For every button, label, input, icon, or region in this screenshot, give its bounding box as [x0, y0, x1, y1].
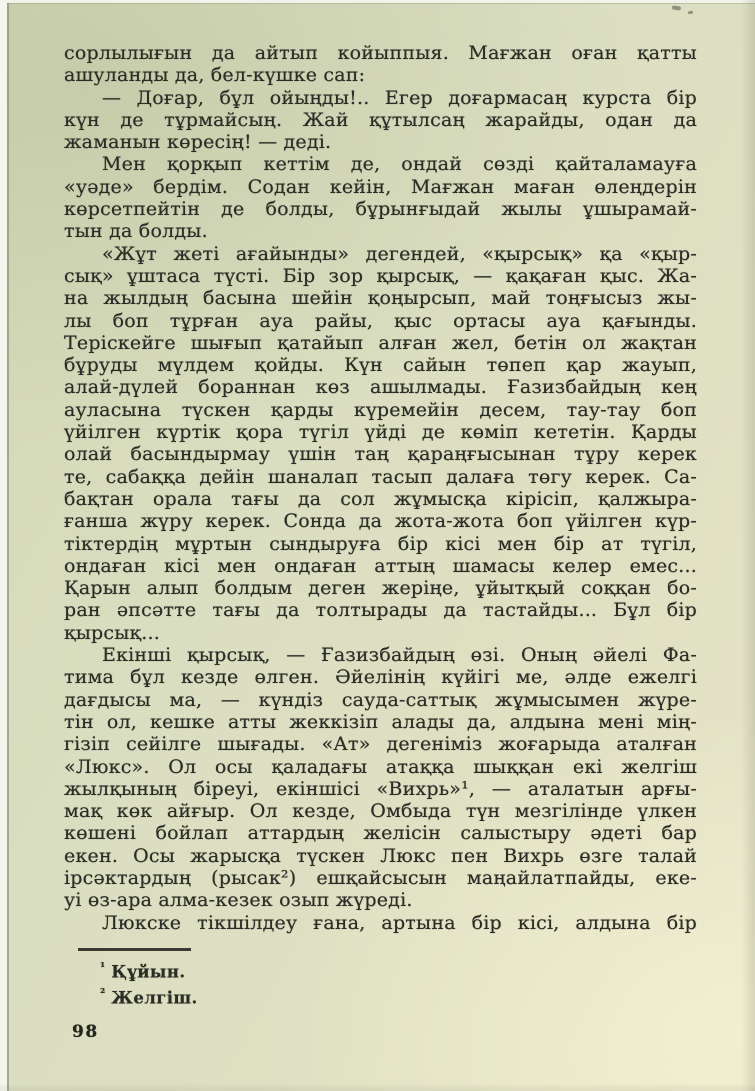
body-text-line: ірсәктардың (рысак²) ешқайсысын маңайлатпайды, еке- [64, 866, 697, 889]
footnote-text: Құйын. [111, 962, 186, 982]
body-text-line: екен. Осы жарысқа түскен Люкс пен Вихрь өзге талай [64, 844, 697, 867]
body-text-line: бұруды мүлдем қойды. Күн сайын төпеп қар жауып, [64, 354, 697, 377]
scan-edge-right [741, 0, 755, 1091]
body-text-line: «Люкс». Ол осы қаладағы атаққа шыққан екі желгіш [64, 755, 697, 778]
body-text-line: сорлылығын да айтып койыппыя. Мағжан оған қатты [64, 42, 697, 64]
body-text-line: ран әпсәтте тағы да толтырады да тастайды... Бұл бір [64, 599, 697, 622]
body-text-line: көшені бойлап аттардың желісін салыстыру әдеті бар [64, 822, 697, 845]
body-text-line: алай-дүлей бораннан көз ашылмады. Ғазизбайдың кең [64, 376, 697, 399]
body-text-line: Екінші қырсық, — Ғазизбайдың өзі. Оның әйелі Фа- [102, 644, 697, 667]
body-text-line: мақ көк айғыр. Ол кезде, Омбыда түн мезгілінде үлкен [64, 800, 697, 823]
body-text-line: күн де тұрмайсың. Жай құтылсаң жарайды, одан да [64, 108, 697, 131]
body-text-line: қырсық... [64, 621, 160, 644]
body-text-line: тін ол, кешке атты жеккізіп алады да, алдына мені мің- [64, 710, 697, 733]
body-text-line: тіктердің мұртын сындыруға бір кісі мен бір ат түгіл, [64, 532, 697, 555]
body-text-line: ашуланды да, бел-күшке сап: [64, 64, 366, 87]
body-text-line: олай басындырмау үшін таң қараңғысынан тұру керек [64, 443, 697, 466]
body-text-line: Теріскейге шығып қатайып алған жел, бетін ол жақтан [64, 331, 697, 354]
body-text-line: үйілген күртік қора түгіл үйді де көміп кететін. Қарды [64, 421, 697, 444]
ink-speck [688, 11, 694, 15]
scan-edge-bottom [0, 1083, 755, 1091]
body-text-line: тын да болды. [64, 220, 208, 243]
footnote-marker: ² [100, 985, 106, 1000]
ink-speck [672, 5, 681, 10]
body-text-line: гізіп сейілге шығады. «Ат» дегеніміз жоғарыда аталған [64, 733, 697, 756]
page-number: 98 [72, 1022, 99, 1042]
body-text-line: Қарын алып болдым деген жеріңе, ұйытқый соққан бо- [64, 577, 697, 600]
body-text-line: — Доғар, бұл ойыңды!.. Егер доғармасаң курста бір [102, 86, 697, 109]
scan-edge-top-line [7, 3, 755, 4]
body-text-line: ондаған кісі мен ондаған аттың шамасы келер емес... [64, 554, 697, 577]
body-text-line: уі өз-ара алма-кезек озып жүреді. [64, 889, 413, 912]
body-text-line: жылқының біреуі, екіншісі «Вихрь»¹, — аталатын арғы- [64, 777, 697, 800]
body-text-line: тима бұл кезде өлген. Әйелінің күйігі ме, әлде ежелгі [64, 666, 697, 689]
body-text-line: те, сабаққа дейін шаналап тасып далаға төгу керек. Са- [64, 465, 697, 488]
scan-edge-left-line [7, 0, 9, 1091]
body-text-line: «Жұт жеті ағайынды» дегендей, «қырсық» қа «қыр- [102, 242, 697, 265]
body-text-line: сық» ұштаса түсті. Бір зор қырсық, — қақаған қыс. Жа- [64, 264, 697, 287]
body-text-line: көрсетпейтін де болды, бұрынғыдай жылы ұшырамай- [64, 198, 697, 221]
body-text-line: дағдысы ма, — күндіз сауда-саттық жұмысымен жүре- [64, 688, 697, 711]
scan-edge-left [0, 0, 7, 1091]
body-text-line: лы боп тұрған ауа райы, қыс ортасы ауа қағынды. [64, 309, 697, 332]
body-text-line: ғанша жүру керек. Сонда да жота-жота боп үйілген күр- [64, 510, 697, 533]
body-text-line: «уәде» бердім. Содан кейін, Мағжан маған өлеңдерін [64, 175, 697, 198]
body-text-line: Люкске тікшілдеу ғана, артына бір кісі, алдына бір [102, 911, 697, 934]
body-text-line: жаманын көресің! — деді. [64, 131, 332, 154]
footnotes [100, 957, 198, 1008]
footnote-marker: ¹ [100, 960, 106, 974]
body-text-line: бақтан орала тағы да сол жұмысқа кірісіп, қалжыра- [64, 487, 697, 510]
footnote-text: Желгіш. [111, 988, 198, 1007]
footnote-divider [78, 948, 191, 951]
body-text-line: на жылдың басына шейін қоңырсып, май тоңғысыз жы- [64, 287, 697, 310]
footnote [100, 957, 198, 983]
page-text [64, 42, 697, 934]
footnote [100, 983, 198, 1009]
body-text-line: ауласына түскен қарды күремейін десем, тау-тау боп [64, 398, 697, 421]
body-text-line: Мен қорқып кеттім де, ондай сөзді қайталамауға [102, 153, 697, 176]
